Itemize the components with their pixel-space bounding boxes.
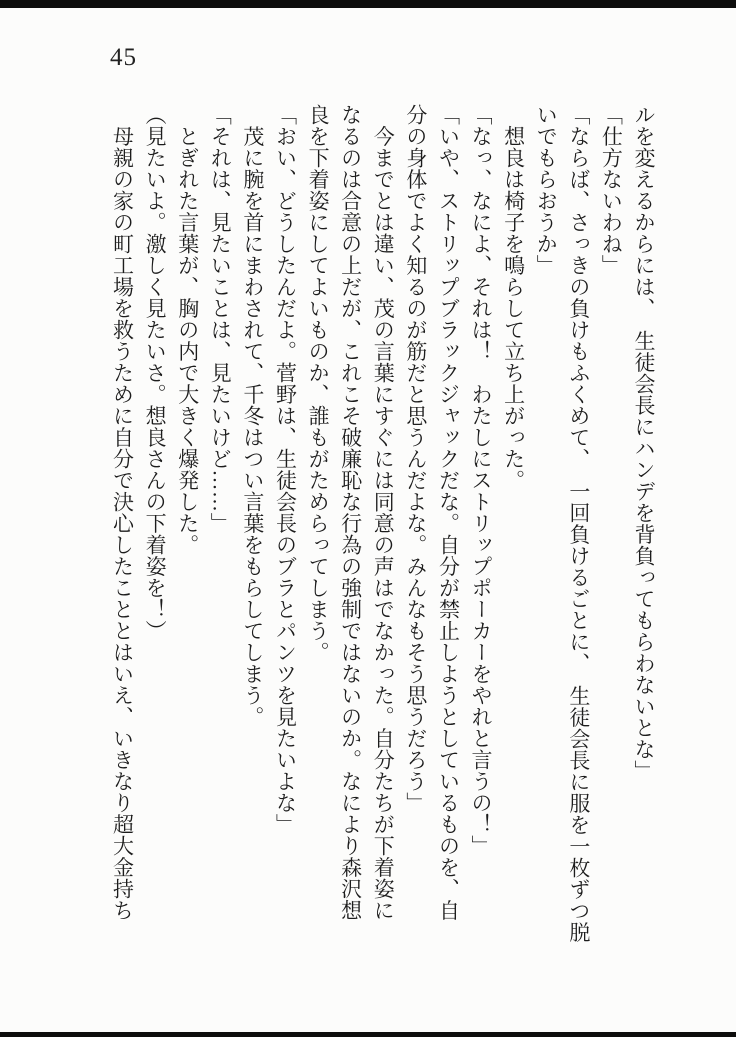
page-number: 45 — [110, 44, 137, 71]
scan-edge-top — [0, 0, 736, 8]
text-line: 「ならば、さっきの負けもふくめて、 一回負けるごとに、 生徒会長に服を一枚ずつ脱 — [566, 104, 591, 943]
text-line: 「仕方ないわね」 — [599, 104, 624, 276]
text-line: とぎれた言葉が、胸の内で大きく爆発した。 — [175, 104, 200, 556]
text-line: 母親の家の町工場を救うために自分で決心したこととはいえ、いきなり超大金持ち — [110, 104, 135, 921]
text-line: 「なっ、なによ、それは！ わたしにストリップポーカーをやれと言うの！」 — [469, 104, 494, 857]
vertical-text-block — [104, 104, 660, 966]
text-line: いでもらおうか」 — [534, 104, 559, 276]
text-line: ルを変えるからには、 生徒会長にハンデを背負ってもらわないとな」 — [632, 104, 656, 782]
text-line: 茂に腕を首にまわされて、千冬はつい言葉をもらしてしまう。 — [240, 104, 265, 728]
text-line: 「それは、見たいことは、見たいけど……」 — [208, 104, 233, 534]
text-line: 良を下着姿にしてよいものか、誰もがためらってしまう。 — [306, 104, 331, 663]
text-line: 今までとは違い、茂の言葉にすぐには同意の声はでなかった。自分たちが下着姿に — [371, 104, 396, 921]
text-line: 「いや、ストリップブラックジャックだな。自分が禁止しようとしているものを、自 — [436, 104, 461, 921]
text-line: なるのは合意の上だが、これこそ破廉恥な行為の強制ではないのか。なにより森沢想 — [338, 104, 363, 921]
text-line: 想良は椅子を鳴らして立ち上がった。 — [501, 104, 526, 491]
text-line: 「おい、どうしたんだよ。菅野は、生徒会長のブラとパンツを見たいよな」 — [273, 104, 298, 835]
text-line: 分の身体でよく知るのが筋だと思うんだよな。みんなもそう思うだろう」 — [403, 104, 428, 814]
scan-edge-bottom — [0, 1032, 736, 1037]
text-line: （見たいよ。激しく見たいさ。想良さんの下着姿を！） — [143, 104, 168, 642]
